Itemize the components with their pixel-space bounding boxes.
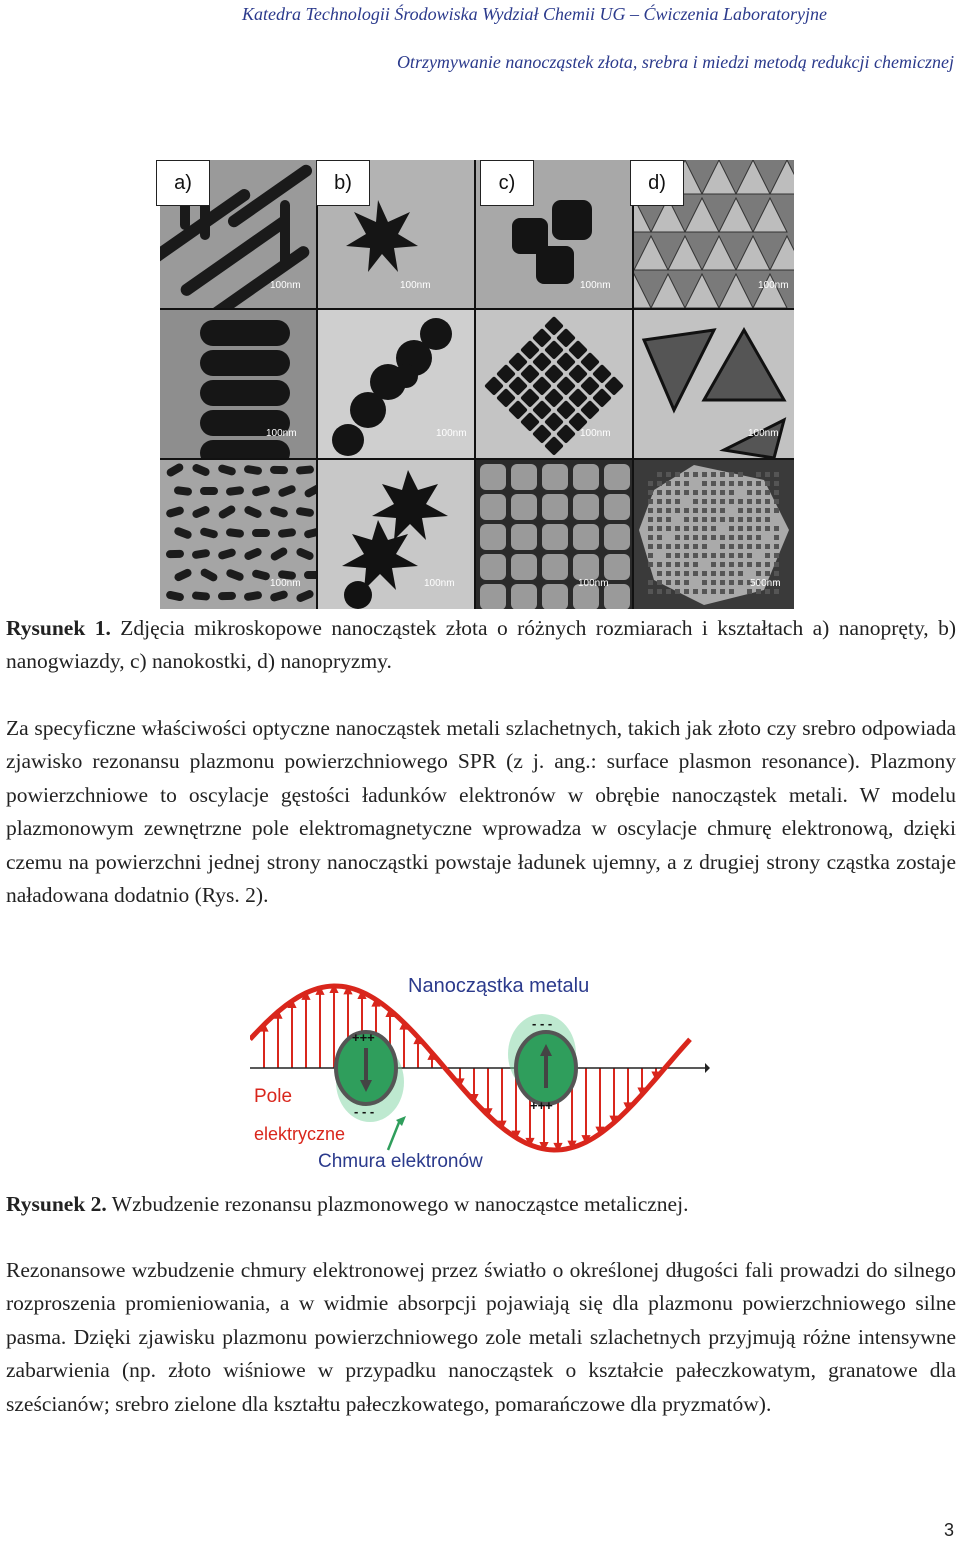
caption-label: Rysunek 2. <box>6 1192 107 1216</box>
minus-signs: - - - <box>354 1104 375 1119</box>
caption-label: Rysunek 1. <box>6 616 111 640</box>
figure-2-caption <box>6 1188 956 1221</box>
scale-label: 100nm <box>436 428 467 439</box>
panel-label-b: b) <box>316 160 370 206</box>
scale-label: 100nm <box>270 578 301 589</box>
panel-label-c: c) <box>480 160 534 206</box>
scale-label: 100nm <box>580 280 611 291</box>
scale-label: 100nm <box>266 428 297 439</box>
scale-label: 100nm <box>580 428 611 439</box>
scale-label: 100nm <box>758 280 789 291</box>
panel-label-d: d) <box>630 160 684 206</box>
figure-1-caption <box>6 612 956 679</box>
figure-2-plasmon-diagram <box>250 970 710 1185</box>
scale-label: 500nm <box>750 578 781 589</box>
label-field: elektryczne <box>254 1124 346 1144</box>
header-institution: Katedra Technologii Środowiska Wydział Chemii UG – Ćwiczenia Laboratoryjne <box>241 4 827 24</box>
scale-label: 100nm <box>270 280 301 291</box>
caption-text: Zdjęcia mikroskopowe nanocząstek złota o różnych rozmiarach i kształtach a) nanopręty, b) nanogwiazdy, c) nanokostki, d) nanopryzmy. <box>6 616 956 674</box>
header-topic: Otrzymywanie nanocząstek złota, srebra i miedzi metodą redukcji chemicznej <box>396 52 954 72</box>
label-field: Pole <box>254 1086 293 1107</box>
scale-label: 100nm <box>748 428 779 439</box>
micrograph-c3 <box>476 460 632 609</box>
caption-text: Wzbudzenie rezonansu plazmonowego w nanocząstce metalicznej. <box>106 1192 689 1216</box>
minus-signs: - - - <box>532 1016 553 1031</box>
scale-label: 100nm <box>400 280 431 291</box>
scale-label: 100nm <box>424 578 455 589</box>
paragraph-spr: Za specyficzne właściwości optyczne nanocząstek metali szlachetnych, takich jak złoto czy srebro odpowiada zjawisko rezonansu plazmonu powierzchniowego SPR (z j. ang.: surface plasmon resonance). Plazmony powierzchniowe to oscylacje gęstości ładunków elektronów w obrębie nanocząstek metali. W modelu plazmonowym zewnętrzne pole elektromagnetyczne wprowadza w oscylacje chmurę elektronową, dzięki czemu na powierzchni jednej strony nanocząstki powstaje ładunek ujemny, a z drugiej strony cząstka zostaje naładowana dodatnio (Rys. 2). <box>6 716 956 908</box>
page-number: 3 <box>943 1520 954 1540</box>
panel-label-a: a) <box>156 160 210 206</box>
plus-signs: +++ <box>352 1030 375 1045</box>
plus-signs: +++ <box>530 1098 553 1113</box>
paragraph-resonance: Rezonansowe wzbudzenie chmury elektronowej przez światło o określonej długości fali prowadzi do silnego rozproszenia promieniowania, a w widmie absorpcji pojawiają się dla plazmonu powierzchniowego silne pasma. Dzięki zjawisku plazmonu powierzchniowego zole metali szlachetnych przyjmują różne intensywne zabarwienia (np. złoto wiśniowe w przypadku nanocząstek o kształcie pałeczkowatym, granatowe dla sześcianów; srebro zielone dla kształtu pałeczkowatego, pomarańczowe dla pryzmatów). <box>6 1258 956 1416</box>
label-cloud: Chmura elektronów <box>318 1151 483 1172</box>
scale-label: 100nm <box>578 578 609 589</box>
figure-1-micrographs <box>160 160 794 609</box>
label-particle: Nanocząstka metalu <box>408 975 590 997</box>
